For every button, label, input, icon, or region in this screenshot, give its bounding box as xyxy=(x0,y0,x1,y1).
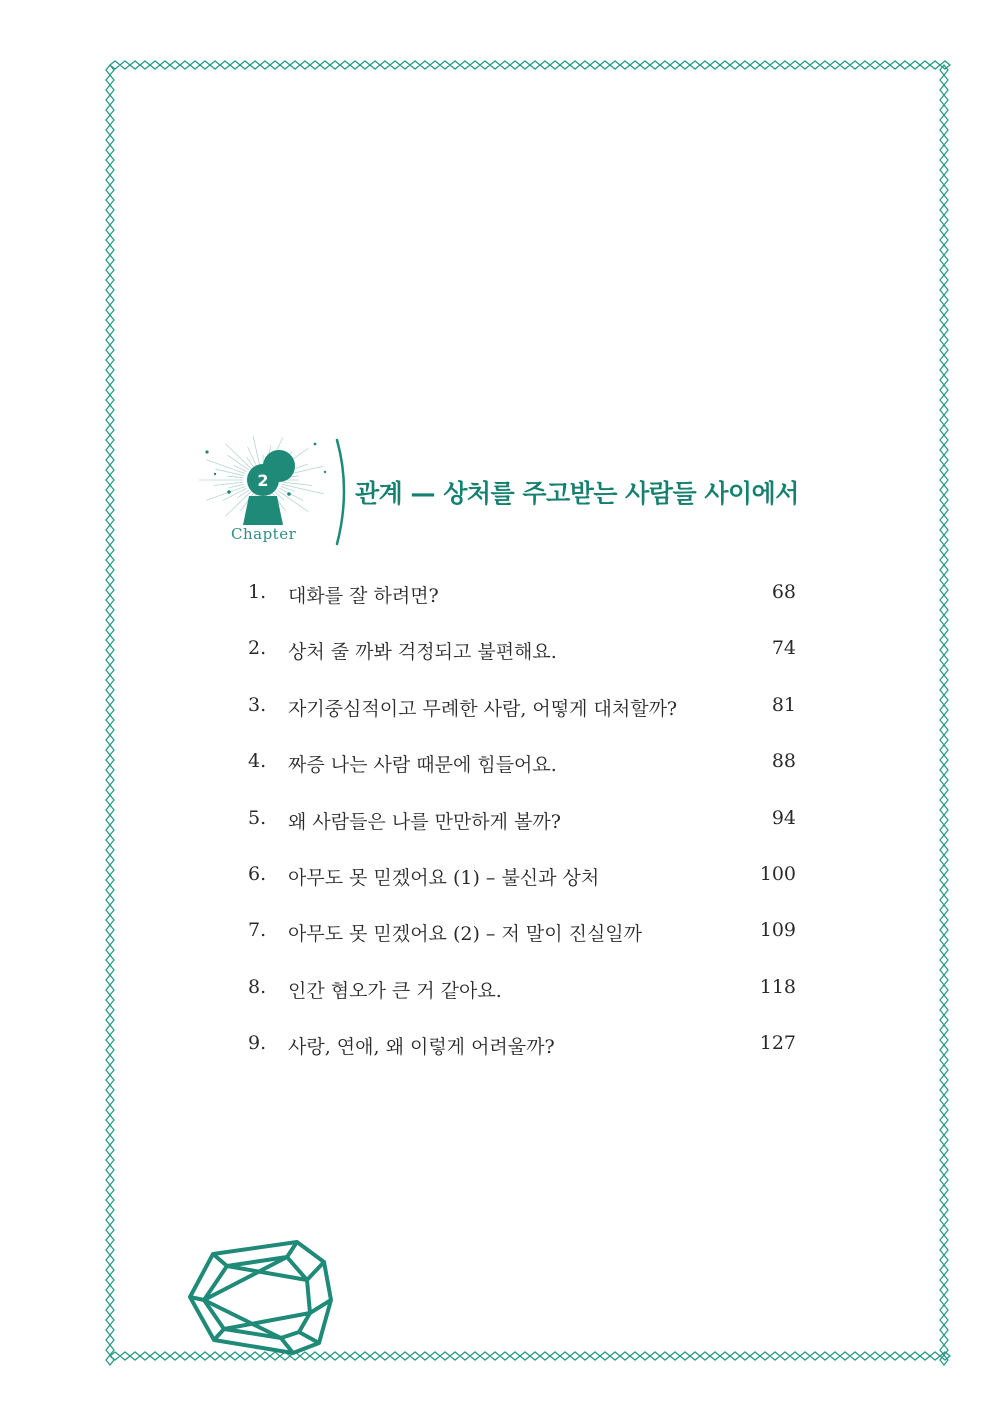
toc-item-page: 127 xyxy=(759,1032,796,1055)
toc-item[interactable] xyxy=(248,637,796,693)
toc-item-title: 인간 혐오가 큰 거 같아요. xyxy=(288,979,502,1002)
toc-item-title: 아무도 못 믿겠어요 (1) – 불신과 상처 xyxy=(288,866,600,889)
toc-item[interactable] xyxy=(248,807,796,863)
toc-item-number: 5. xyxy=(248,806,267,829)
toc-item[interactable] xyxy=(248,581,796,637)
table-of-contents xyxy=(248,581,796,1089)
toc-item-page: 100 xyxy=(759,862,796,885)
toc-item-page: 94 xyxy=(771,806,796,829)
toc-item[interactable] xyxy=(248,976,796,1032)
toc-item-title: 왜 사람들은 나를 만만하게 볼까? xyxy=(288,810,561,833)
toc-item[interactable] xyxy=(248,919,796,975)
gem-icon xyxy=(190,1242,331,1353)
toc-item-page: 81 xyxy=(771,693,796,716)
chapter-header xyxy=(185,432,825,552)
toc-item-number: 6. xyxy=(248,862,267,885)
toc-item-title: 아무도 못 믿겠어요 (2) – 저 말이 진실일까 xyxy=(288,923,643,946)
toc-item-page: 88 xyxy=(771,750,796,773)
toc-item[interactable] xyxy=(248,863,796,919)
toc-item-number: 3. xyxy=(248,693,267,716)
toc-item[interactable] xyxy=(248,1032,796,1088)
toc-item-title: 짜증 나는 사람 때문에 힘들어요. xyxy=(288,754,557,777)
toc-item-page: 74 xyxy=(771,637,796,660)
toc-item-title: 상처 줄 까봐 걱정되고 불편해요. xyxy=(288,641,557,664)
toc-item-number: 2. xyxy=(248,637,267,660)
toc-item-title: 대화를 잘 하려면? xyxy=(288,585,439,607)
toc-item-number: 7. xyxy=(248,919,267,942)
toc-item-title: 자기중심적이고 무례한 사람, 어떻게 대처할까? xyxy=(288,697,678,720)
toc-item[interactable] xyxy=(248,694,796,750)
toc-item-number: 8. xyxy=(248,975,267,998)
toc-item-page: 68 xyxy=(771,581,796,603)
toc-item-number: 4. xyxy=(248,750,267,773)
toc-item-number: 1. xyxy=(248,581,267,603)
bracket-divider xyxy=(337,440,344,544)
toc-item[interactable] xyxy=(248,750,796,806)
toc-item-page: 118 xyxy=(759,975,796,998)
chapter-label: Chapter xyxy=(231,525,297,543)
chapter-title: 관계 — 상처를 주고받는 사람들 사이에서 xyxy=(355,479,799,508)
toc-item-page: 109 xyxy=(759,919,796,942)
toc-item-title: 사랑, 연애, 왜 이렇게 어려울까? xyxy=(288,1036,555,1059)
chapter-number: 2 xyxy=(257,471,269,490)
toc-item-number: 9. xyxy=(248,1032,267,1055)
